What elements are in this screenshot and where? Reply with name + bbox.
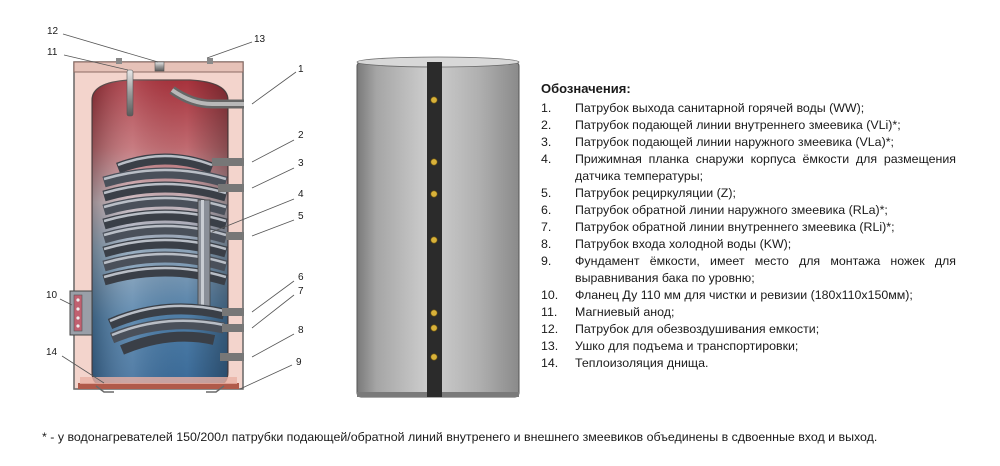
legend-item-number: 11. <box>541 305 558 319</box>
seam-rivet <box>431 310 437 316</box>
legend-item <box>541 117 956 134</box>
legend-item-number: 3. <box>541 135 552 149</box>
callout-8: 8 <box>298 325 304 336</box>
seam-rivet <box>431 191 437 197</box>
legend-item <box>541 355 956 372</box>
legend-item-number: 14. <box>541 356 559 370</box>
air-vent-fitting <box>155 62 164 71</box>
legend-item-number: 9. <box>541 254 552 268</box>
seam-rivet <box>431 97 437 103</box>
callout-13: 13 <box>254 34 266 45</box>
callout-10: 10 <box>46 290 58 301</box>
lifting-lug-left <box>116 58 122 64</box>
legend-item-text: Патрубок рециркуляции (Z); <box>575 186 736 200</box>
legend-item-text: Патрубок подающей линии внутреннего змеевика (VLi)*; <box>575 118 901 132</box>
legend-item-number: 5. <box>541 186 552 200</box>
callout-7: 7 <box>298 286 304 297</box>
legend-item-text: Патрубок обратной линии наружного змеевика (RLa)*; <box>575 203 888 217</box>
flange-bolt <box>76 298 79 301</box>
legend-item <box>541 338 956 355</box>
legend-item <box>541 202 956 219</box>
legend-item-number: 1. <box>541 101 552 115</box>
callout-2: 2 <box>298 130 304 141</box>
callout-12: 12 <box>47 26 59 37</box>
legend-item-number: 6. <box>541 203 552 217</box>
seam-rivet <box>431 325 437 331</box>
legend-item-text: Патрубок входа холодной воды (KW); <box>575 237 792 251</box>
sensor-bar-highlight <box>201 200 204 308</box>
legend-item-text: Фланец Ду 110 мм для чистки и ревизии (180х110х150мм); <box>575 288 913 302</box>
callout-3: 3 <box>298 158 304 169</box>
legend-item <box>541 134 956 151</box>
legend-item <box>541 287 956 304</box>
legend-item-text: Ушко для подъема и транспортировки; <box>575 339 799 353</box>
front-seam-strip <box>427 62 442 397</box>
legend <box>541 80 956 372</box>
legend-title: Обозначения: <box>541 81 631 96</box>
callout-9: 9 <box>296 357 302 368</box>
legend-item-number: 12. <box>541 322 559 336</box>
cutaway-tank <box>70 58 244 392</box>
legend-item-number: 13. <box>541 339 559 353</box>
legend-list <box>541 100 956 372</box>
legend-item-text: Патрубок выхода санитарной горячей воды (WW); <box>575 101 865 115</box>
legend-item-text: Патрубок обратной линии внутреннего змеевика (RLi)*; <box>575 220 895 234</box>
footnote: * - у водонагревателей 150/200л патрубки подающей/обратной линий внутренего и внешнего змеевиков объединены в сдвоенные вход и выход. <box>42 430 878 444</box>
seam-rivet <box>431 354 437 360</box>
legend-item <box>541 236 956 253</box>
legend-item-text: Прижимная планка снаружи корпуса ёмкости для размещения датчика температуры; <box>575 152 956 183</box>
legend-item <box>541 219 956 236</box>
legend-item-text: Теплоизоляция днища. <box>575 356 709 370</box>
lifting-lug-right <box>207 58 213 64</box>
flange-bolt <box>76 307 79 310</box>
callout-1: 1 <box>298 64 304 75</box>
legend-item-text: Патрубок подающей линии наружного змеевика (VLa)*; <box>575 135 894 149</box>
flange-bolt <box>76 324 79 327</box>
callout-5: 5 <box>298 211 304 222</box>
legend-item-number: 2. <box>541 118 552 132</box>
legend-item-number: 7. <box>541 220 552 234</box>
legend-item <box>541 151 956 185</box>
legend-item <box>541 253 956 287</box>
legend-item-text: Магниевый анод; <box>575 305 675 319</box>
legend-item <box>541 100 956 117</box>
callout-4: 4 <box>298 189 304 200</box>
callout-6: 6 <box>298 272 304 283</box>
seam-rivet <box>431 159 437 165</box>
legend-item <box>541 185 956 202</box>
seam-rivet <box>431 237 437 243</box>
legend-item-number: 10. <box>541 288 559 302</box>
legend-item-number: 4. <box>541 152 552 166</box>
flange-bolt <box>76 316 79 319</box>
legend-item-text: Фундамент ёмкости, имеет место для монтажа ножек для выравнивания бака по уровню; <box>575 254 956 285</box>
legend-item <box>541 321 956 338</box>
callout-11: 11 <box>47 47 58 58</box>
legend-item-text: Патрубок для обезвоздушивания емкости; <box>575 322 820 336</box>
magnesium-anode <box>127 70 133 116</box>
exterior-tank <box>357 57 519 397</box>
callout-14: 14 <box>46 347 58 358</box>
legend-item-number: 8. <box>541 237 552 251</box>
legend-item <box>541 304 956 321</box>
